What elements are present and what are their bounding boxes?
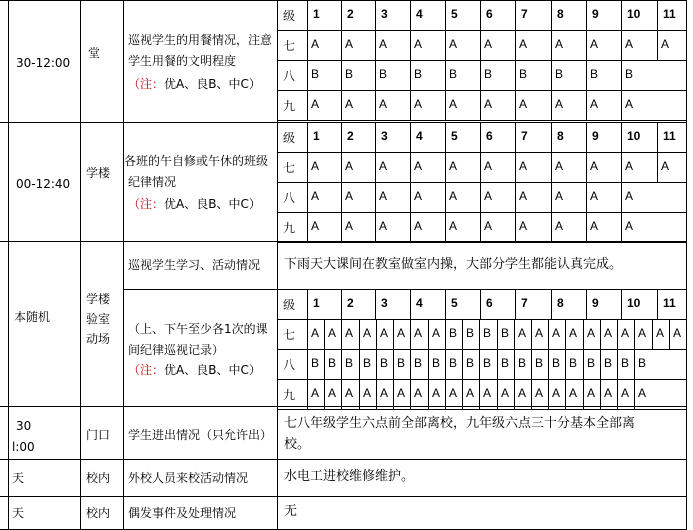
row5-time: 天 [12,471,25,485]
grade-cell: A [380,386,389,400]
class-header-11: 11 [663,7,676,21]
grade-cell: B [569,356,578,370]
row3-place-line1: 学楼 [86,292,111,306]
row1-note: （注：优A、良B、中C） [128,77,261,91]
grade-cell: B [449,67,458,81]
grade-cell: A [311,189,320,203]
grade-cell: A [432,326,441,340]
grade-label: 七 [283,39,296,53]
row5-place: 校内 [86,471,111,485]
row5-desc: 外校人员来校活动情况 [128,471,249,485]
grade-cell: A [311,159,320,173]
grade-cell: A [484,37,493,51]
row4-time-line2: l:00 [12,440,35,454]
grade-cell: A [535,386,544,400]
grade-cell: A [661,37,670,51]
row2-place: 学楼 [86,166,111,180]
row3-desc2-line1: （上、下午至少各1次的课 [128,322,268,336]
grade-cell: B [604,356,613,370]
row1-place: 堂 [88,46,101,60]
class-header-9: 9 [592,296,599,310]
grade-label: 九 [283,99,296,113]
grade-cell: B [518,356,527,370]
grade-cell: A [484,219,493,233]
class-header-1: 1 [313,129,320,143]
grade-cell: B [432,356,441,370]
row4-value-line2: 校。 [284,437,311,452]
grade-cell: B [484,67,493,81]
class-header-5: 5 [451,296,458,310]
row3-time: 本随机 [14,310,51,324]
grade-cell: B [379,67,388,81]
grade-cell: A [449,386,458,400]
row4-place: 门口 [86,428,111,442]
grade-cell: A [625,219,634,233]
grade-cell: A [501,386,510,400]
class-header-1: 1 [313,296,320,310]
class-header-10: 10 [627,7,641,21]
grade-cell: A [519,37,528,51]
grade-cell: B [638,356,647,370]
grade-cell: A [519,189,528,203]
grade-cell: A [535,326,544,340]
grade-cell: A [569,326,578,340]
grade-cell: B [625,67,634,81]
row1-desc-line1: 巡视学生的用餐情况，注意 [128,33,273,47]
grade-header-label: 级 [283,298,296,312]
class-header-5: 5 [451,129,458,143]
grade-cell: B [552,356,561,370]
grade-cell: A [484,189,493,203]
grade-cell: B [311,67,320,81]
grade-cell: A [590,97,599,111]
class-header-2: 2 [347,296,354,310]
grade-cell: B [345,356,354,370]
grade-cell: B [519,67,528,81]
row3-place-line3: 动场 [86,332,111,346]
class-header-10: 10 [627,296,641,310]
grade-cell: B [449,356,458,370]
grade-cell: A [379,189,388,203]
grade-cell: A [379,159,388,173]
grade-cell: A [625,37,634,51]
grade-cell: A [519,159,528,173]
grade-cell: B [483,356,492,370]
grade-cell: B [535,356,544,370]
grade-cell: A [484,97,493,111]
grade-cell: A [466,386,475,400]
grade-cell: A [363,386,372,400]
grade-cell: A [380,326,389,340]
row2-time: 00-12:40 [16,177,71,191]
grade-label: 七 [283,328,296,342]
row2-desc-line2: 纪律情况 [128,175,177,189]
class-header-4: 4 [416,129,423,143]
grade-cell: A [518,386,527,400]
grade-cell: A [345,189,354,203]
row6-place: 校内 [86,506,111,520]
class-header-7: 7 [521,296,528,310]
grade-cell: B [587,356,596,370]
grade-cell: A [656,326,665,340]
class-header-5: 5 [451,7,458,21]
class-header-2: 2 [347,7,354,21]
row4-desc: 学生进出情况（只允许出） [128,428,273,442]
grade-cell: A [379,37,388,51]
grade-cell: A [518,326,527,340]
grade-cell: A [449,159,458,173]
grade-cell: A [555,189,564,203]
class-header-3: 3 [381,129,388,143]
grade-cell: A [345,37,354,51]
grade-label: 九 [283,388,296,402]
grade-cell: A [552,326,561,340]
class-header-9: 9 [592,7,599,21]
class-header-4: 4 [416,296,423,310]
grade-cell: B [414,67,423,81]
grade-cell: B [345,67,354,81]
grade-cell: A [379,97,388,111]
grade-cell: A [587,386,596,400]
grade-cell: A [587,326,596,340]
grade-label: 八 [283,358,296,372]
grade-cell: A [661,159,670,173]
grade-cell: B [363,356,372,370]
class-header-11: 11 [663,296,676,310]
grade-cell: A [449,189,458,203]
grade-cell: A [590,189,599,203]
row2-note: （注：优A、良B、中C） [128,197,261,211]
grade-cell: A [483,386,492,400]
grade-cell: A [555,37,564,51]
grade-cell: A [414,159,423,173]
grade-label: 八 [283,191,296,205]
grade-cell: A [621,386,630,400]
grade-cell: A [345,386,354,400]
grade-cell: A [625,97,634,111]
grade-cell: B [501,326,510,340]
row4-time-line1: 30 [16,419,32,433]
grade-header-label: 级 [283,131,296,145]
grade-cell: A [432,386,441,400]
grade-cell: A [328,326,337,340]
grade-cell: A [673,326,682,340]
class-header-6: 6 [486,296,493,310]
class-header-8: 8 [557,129,564,143]
grade-cell: A [311,97,320,111]
row1-time: 30-12:00 [16,56,71,70]
grade-header-label: 级 [283,9,296,23]
class-header-7: 7 [521,129,528,143]
grade-cell: B [397,356,406,370]
grade-cell: A [555,159,564,173]
grade-cell: B [449,326,458,340]
class-header-10: 10 [627,129,641,143]
row4-value-line1: 七八年级学生六点前全部离校，九年级六点三十分基本全部离 [284,416,636,431]
grade-cell: A [397,326,406,340]
grade-cell: A [379,219,388,233]
row2-desc-line1: 各班的午自修或午休的班级 [124,154,269,168]
class-header-2: 2 [347,129,354,143]
grade-cell: A [638,386,647,400]
grade-cell: A [449,219,458,233]
class-header-6: 6 [486,129,493,143]
class-header-7: 7 [521,7,528,21]
grade-cell: A [638,326,647,340]
grade-cell: A [311,219,320,233]
grade-cell: A [414,326,423,340]
grade-cell: A [555,97,564,111]
grade-cell: A [625,189,634,203]
row6-desc: 偶发事件及处理情况 [128,506,237,520]
class-header-3: 3 [381,7,388,21]
grade-cell: A [484,159,493,173]
grade-cell: A [397,386,406,400]
grade-cell: A [311,326,320,340]
grade-cell: A [345,159,354,173]
grade-cell: B [466,326,475,340]
grade-cell: A [555,219,564,233]
grade-cell: B [483,326,492,340]
grade-cell: A [345,219,354,233]
grade-cell: B [555,67,564,81]
grade-cell: A [519,97,528,111]
grade-cell: A [519,219,528,233]
grade-cell: B [621,356,630,370]
grade-cell: A [311,37,320,51]
grade-label: 七 [283,161,296,175]
grade-cell: A [345,326,354,340]
grade-cell: B [501,356,510,370]
grade-cell: B [466,356,475,370]
grade-cell: A [604,386,613,400]
grade-cell: A [590,219,599,233]
grade-cell: A [625,159,634,173]
grade-cell: A [311,386,320,400]
grade-cell: A [414,189,423,203]
row3-note: （注：优A、良B、中C） [128,363,261,377]
grade-cell: A [449,37,458,51]
grade-cell: B [380,356,389,370]
row3-desc1: 巡视学生学习、活动情况 [128,258,261,272]
grade-cell: A [590,37,599,51]
row6-value: 无 [284,504,298,519]
grade-cell: A [345,97,354,111]
row3-desc2-line2: 间纪律巡视记录） [128,343,225,357]
row5-value: 水电工进校维修维护。 [284,469,415,484]
class-header-6: 6 [486,7,493,21]
grade-cell: A [604,326,613,340]
class-header-4: 4 [416,7,423,21]
grade-cell: B [414,356,423,370]
grade-cell: A [552,386,561,400]
grade-cell: A [414,219,423,233]
class-header-3: 3 [381,296,388,310]
class-header-1: 1 [313,7,320,21]
grade-cell: A [590,159,599,173]
grade-cell: A [414,386,423,400]
row3-place-line2: 验室 [86,312,111,326]
grade-cell: B [311,356,320,370]
row6-time: 天 [12,506,25,520]
row3-desc1-value: 下雨天大课间在教室做室内操，大部分学生都能认真完成。 [284,257,623,272]
class-header-8: 8 [557,296,564,310]
grade-cell: B [590,67,599,81]
class-header-8: 8 [557,7,564,21]
grade-cell: A [569,386,578,400]
grade-cell: A [414,97,423,111]
class-header-11: 11 [663,129,676,143]
class-header-9: 9 [592,129,599,143]
grade-cell: A [414,37,423,51]
row1-desc-line2: 学生用餐的文明程度 [128,54,237,68]
grade-label: 八 [283,69,296,83]
grade-label: 九 [283,221,296,235]
grade-cell: A [328,386,337,400]
grade-cell: A [363,326,372,340]
grade-cell: B [328,356,337,370]
grade-cell: A [449,97,458,111]
grade-cell: A [621,326,630,340]
